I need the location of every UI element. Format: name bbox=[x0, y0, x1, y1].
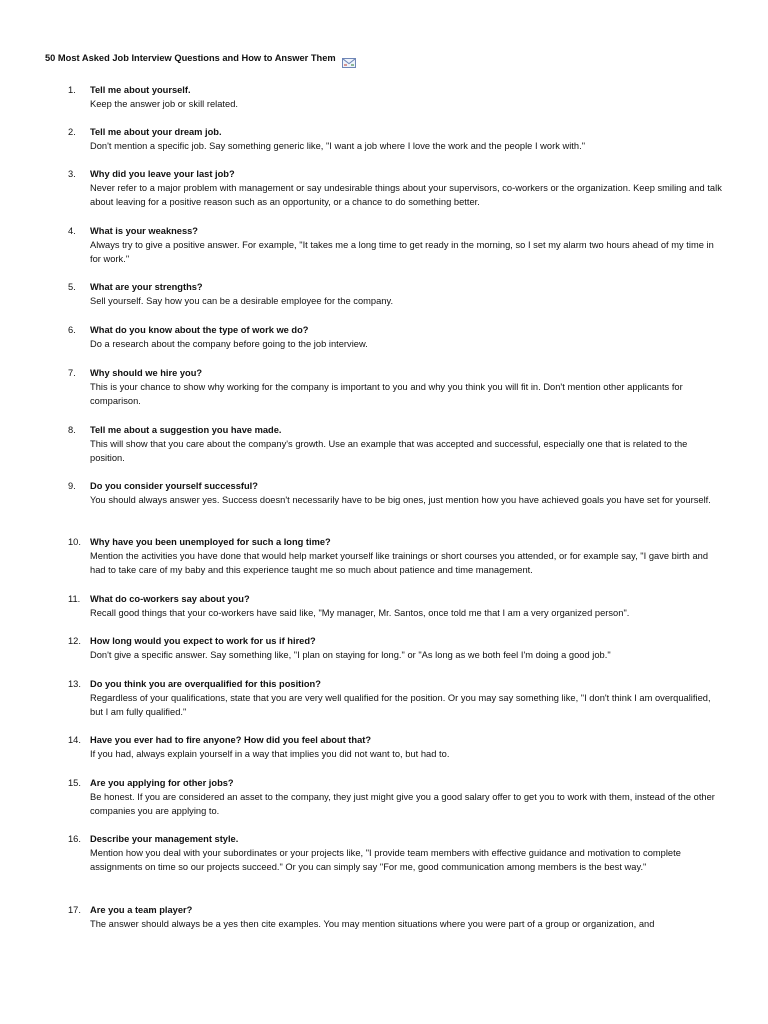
document-title: 50 Most Asked Job Interview Questions and How to Answer Them bbox=[45, 53, 336, 63]
answer-text: Always try to give a positive answer. For example, "It takes me a long time to get ready in the morning, so I set my alarm two hours ahead of my time in for work." bbox=[90, 240, 714, 264]
question-text: Are you applying for other jobs? bbox=[90, 778, 234, 788]
question-text: What do co-workers say about you? bbox=[90, 594, 250, 604]
question-text: Have you ever had to fire anyone? How did you feel about that? bbox=[90, 735, 372, 745]
answer-text: Be honest. If you are considered an asset to the company, they just might give you a good salary offer to get you to work with them, instead of the other companies you are applying to. bbox=[90, 792, 715, 816]
answer-text: Recall good things that your co-workers have said like, "My manager, Mr. Santos, once told me that I am a very organized person". bbox=[90, 608, 630, 618]
item-number: 9. bbox=[68, 481, 76, 491]
answer-text: Keep the answer job or skill related. bbox=[90, 99, 239, 109]
item-number: 6. bbox=[68, 325, 76, 335]
answer-text: If you had, always explain yourself in a way that implies you did not want to, but had to. bbox=[90, 749, 450, 759]
item-number: 1. bbox=[68, 85, 76, 95]
item-number: 8. bbox=[68, 425, 76, 435]
question-text: Why should we hire you? bbox=[90, 368, 203, 378]
item-number: 3. bbox=[68, 169, 76, 179]
answer-text: This is your chance to show why working for the company is important to you and why you think you will fit in. Don't mention other applicants for comparison. bbox=[90, 382, 683, 406]
item-number: 15. bbox=[68, 778, 81, 788]
answer-text: The answer should always be a yes then cite examples. You may mention situations where you were part of a group or organization, and bbox=[90, 919, 655, 929]
item-number: 10. bbox=[68, 537, 81, 547]
answer-text: Never refer to a major problem with management or say undesirable things about your supervisors, co-workers or the organization. Keep smiling and talk about leaving for a positive reason such as an opportunity, or a chance to do something better. bbox=[90, 183, 722, 207]
item-number: 17. bbox=[68, 905, 81, 915]
answer-text: Do a research about the company before going to the job interview. bbox=[90, 339, 368, 349]
question-text: How long would you expect to work for us if hired? bbox=[90, 636, 316, 646]
answer-text: Don't mention a specific job. Say something generic like, "I want a job where I love the work and the people I work with." bbox=[90, 141, 586, 151]
item-number: 5. bbox=[68, 282, 76, 292]
question-text: Are you a team player? bbox=[90, 905, 193, 915]
answer-text: You should always answer yes. Success doesn't necessarily have to be big ones, just mention how you have achieved goals you have set for yourself. bbox=[90, 495, 711, 505]
item-number: 14. bbox=[68, 735, 81, 745]
question-text: Why did you leave your last job? bbox=[90, 169, 235, 179]
item-number: 12. bbox=[68, 636, 81, 646]
question-text: What is your weakness? bbox=[90, 226, 198, 236]
answer-text: This will show that you care about the company's growth. Use an example that was accepted and successful, especially one that is related to the position. bbox=[90, 439, 688, 463]
answer-text: Mention the activities you have done that would help market yourself like trainings or short courses you attended, or for example say, "I gave birth and had to take care of my baby and this experience taught me so much about patience and time management. bbox=[90, 551, 709, 575]
question-text: Why have you been unemployed for such a long time? bbox=[90, 537, 331, 547]
item-number: 13. bbox=[68, 679, 81, 689]
question-text: Describe your management style. bbox=[90, 834, 239, 844]
item-number: 16. bbox=[68, 834, 81, 844]
question-text: Tell me about your dream job. bbox=[90, 127, 222, 137]
question-text: What are your strengths? bbox=[90, 282, 203, 292]
question-text: Do you consider yourself successful? bbox=[90, 481, 258, 491]
item-number: 11. bbox=[68, 594, 81, 604]
answer-text: Mention how you deal with your subordinates or your projects like, "I provide team members with effective guidance and motivation to complete assignments on time so our projects succeed." Or you can simply say "For me, good communication among members is the best way." bbox=[90, 848, 681, 872]
answer-text: Regardless of your qualifications, state that you are very well qualified for the position. Or you may say something like, "I don't think I am overqualified, but I am fully qualified." bbox=[90, 693, 711, 717]
item-number: 7. bbox=[68, 368, 76, 378]
question-text: Tell me about a suggestion you have made. bbox=[90, 425, 282, 435]
answer-text: Sell yourself. Say how you can be a desirable employee for the company. bbox=[90, 296, 394, 306]
answer-text: Don't give a specific answer. Say something like, "I plan on staying for long." or "As long as we both feel I'm doing a good job." bbox=[90, 650, 611, 660]
item-number: 4. bbox=[68, 226, 76, 236]
question-text: What do you know about the type of work we do? bbox=[90, 325, 309, 335]
question-text: Tell me about yourself. bbox=[90, 85, 191, 95]
item-number: 2. bbox=[68, 127, 76, 137]
question-text: Do you think you are overqualified for this position? bbox=[90, 679, 321, 689]
